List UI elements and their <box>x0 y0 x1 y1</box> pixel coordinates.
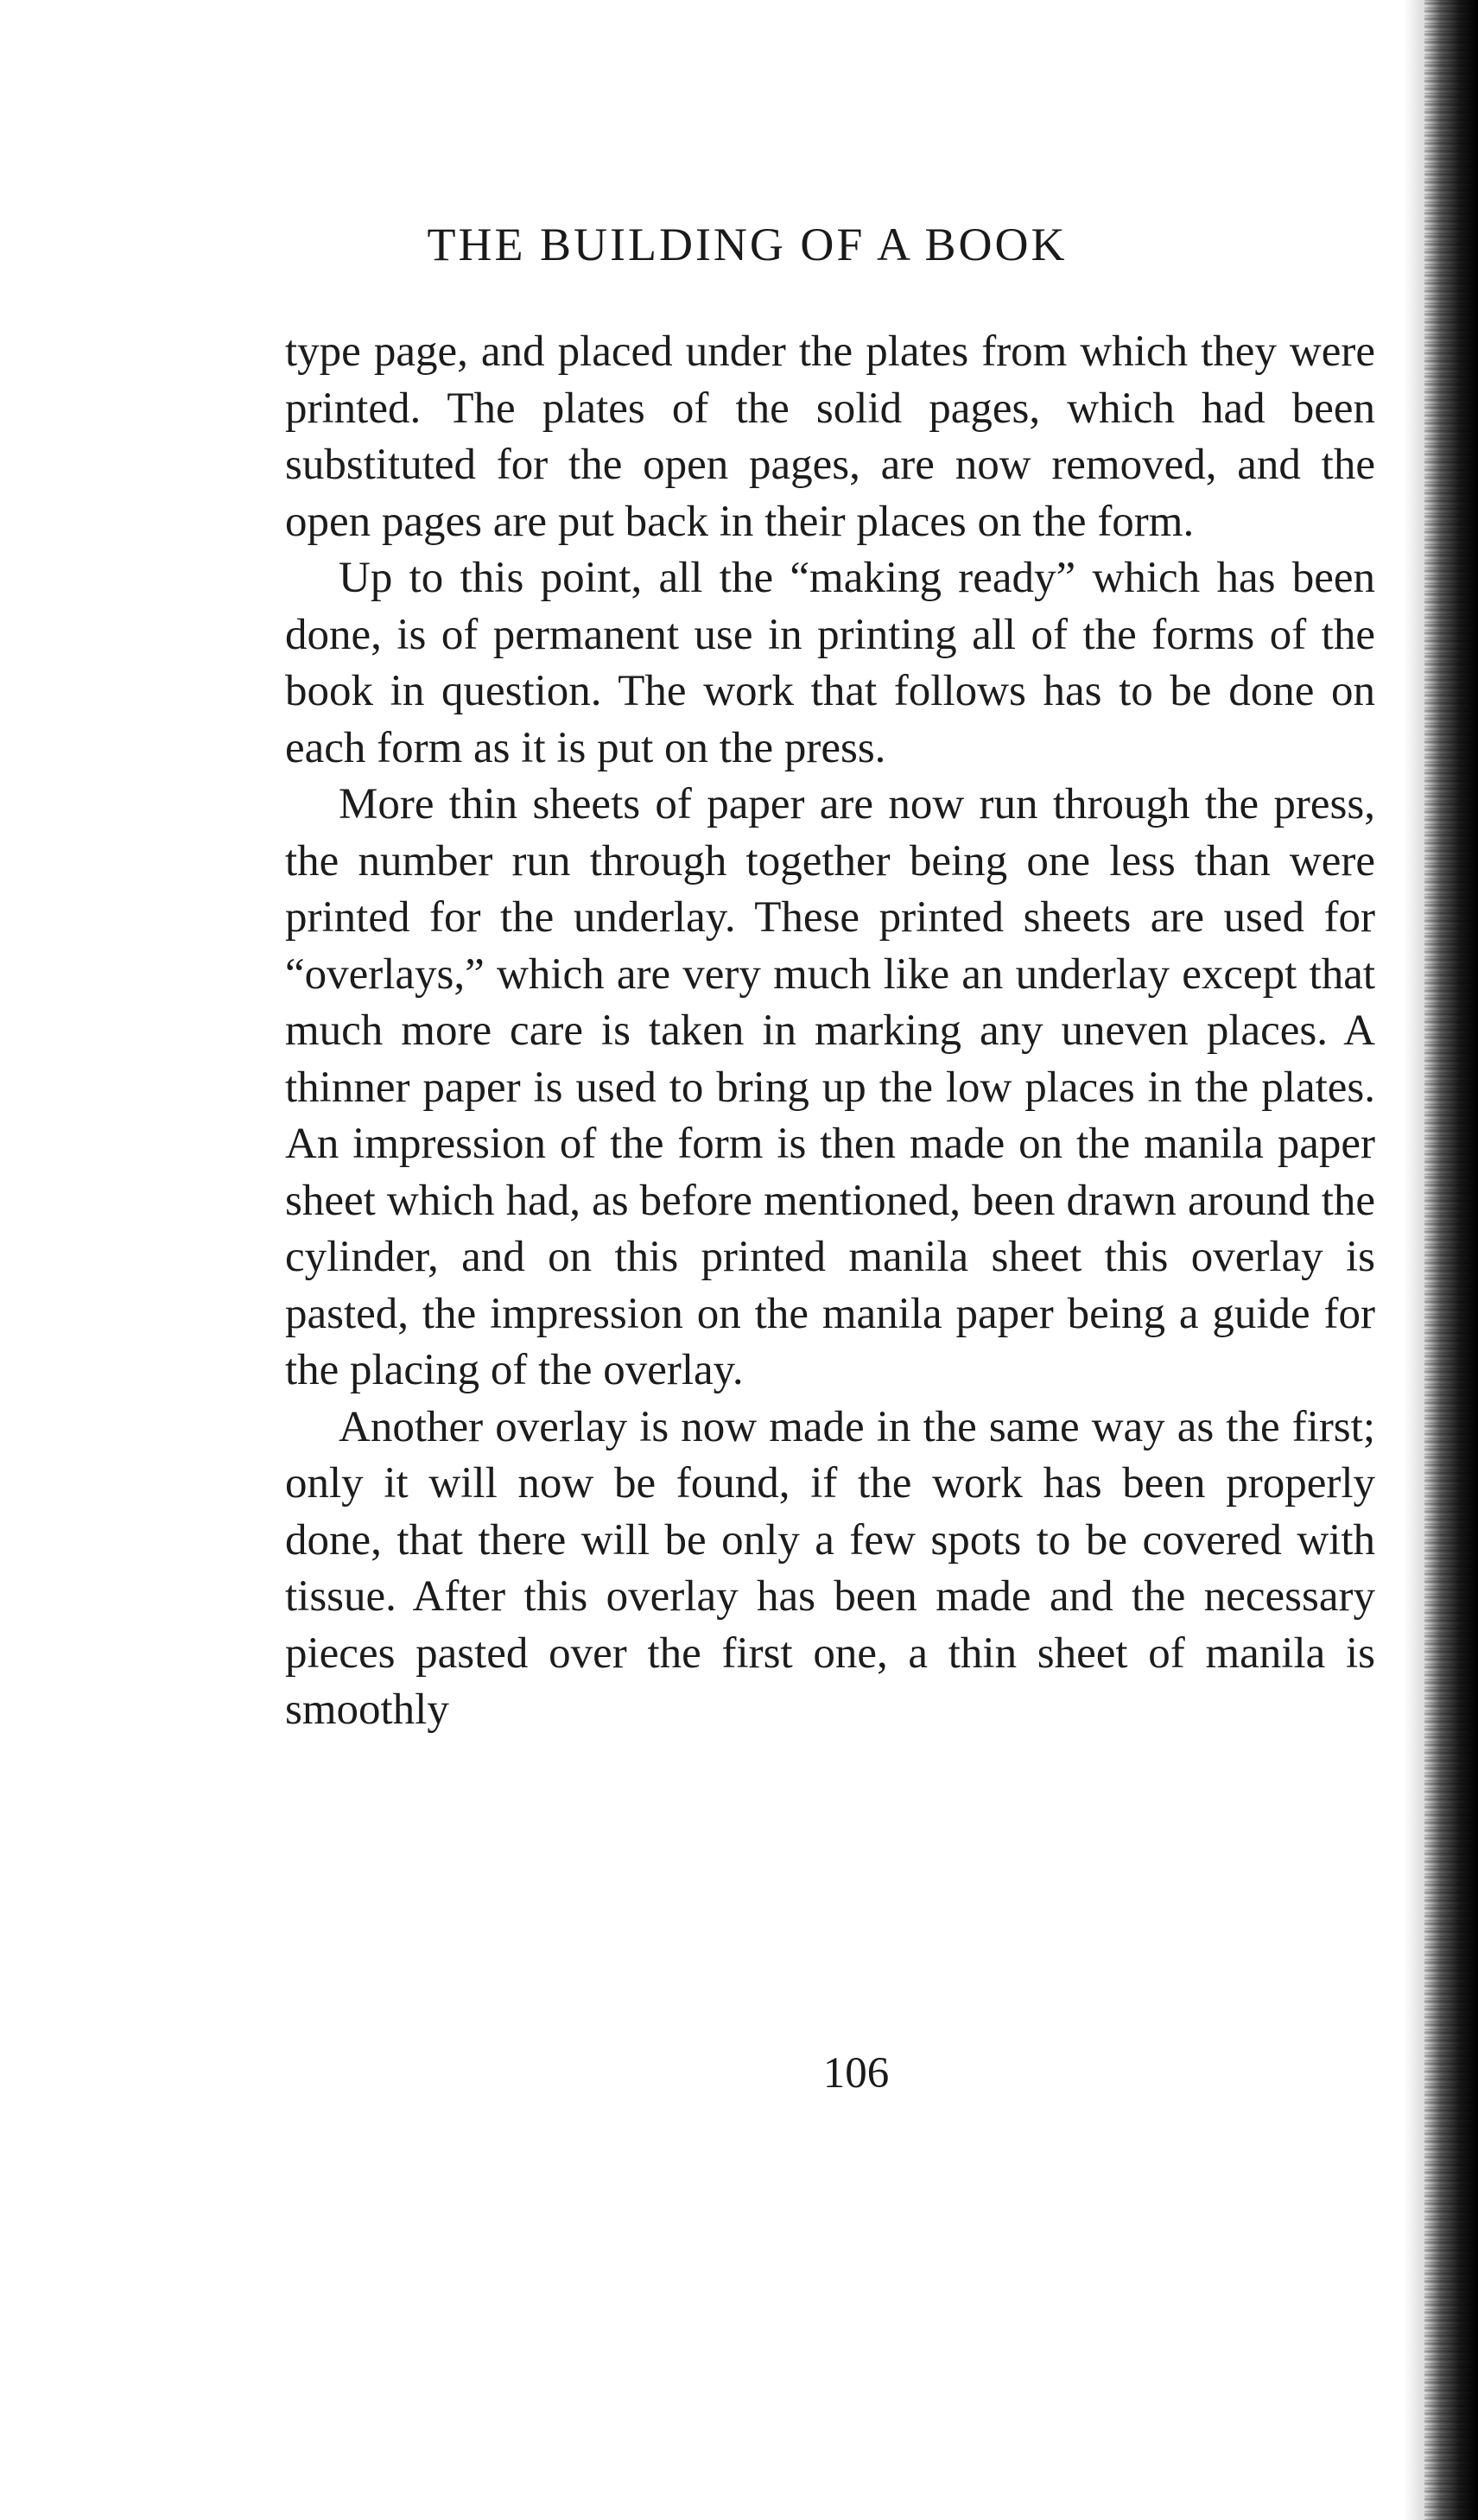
body-text <box>285 324 1375 1739</box>
binding-shadow <box>1404 0 1424 2520</box>
paragraph-continued: type page, and placed under the plates from which they were printed. The plates of the solid pages, which had been substituted for the open pages, are now removed, and the open pages are put back in their places on the form. <box>285 327 1375 546</box>
binding-edge <box>1424 0 1478 2520</box>
page-number: 106 <box>822 2049 890 2098</box>
running-head: THE BUILDING OF A BOOK <box>427 219 1068 270</box>
paragraph: Up to this point, all the “making ready” which has been done, is of permanent use in printing all of the forms of the book in question. The work that follows has to be done on each form as it is put on the press. <box>285 554 1375 772</box>
paragraph: More thin sheets of paper are now run through the press, the number run through together being one less than were printed for the underlay. These printed sheets are used for “overlays,” which are very much like an underlay except that much more care is taken in marking any uneven places. A thinner paper is used to bring up the low places in the plates. An impression of the form is then made on the manila paper sheet which had, as before mentioned, been drawn around the cylinder, and on this printed manila sheet this overlay is pasted, the impression on the manila paper being a guide for the placing of the overlay. <box>285 780 1375 1394</box>
paragraph: Another overlay is now made in the same way as the first; only it will now be found, if the work has been properly done, that there will be only a few spots to be covered with tissue. After this overlay has been made and the necessary pieces pasted over the first one, a thin sheet of manila is smoothly <box>285 1402 1375 1734</box>
